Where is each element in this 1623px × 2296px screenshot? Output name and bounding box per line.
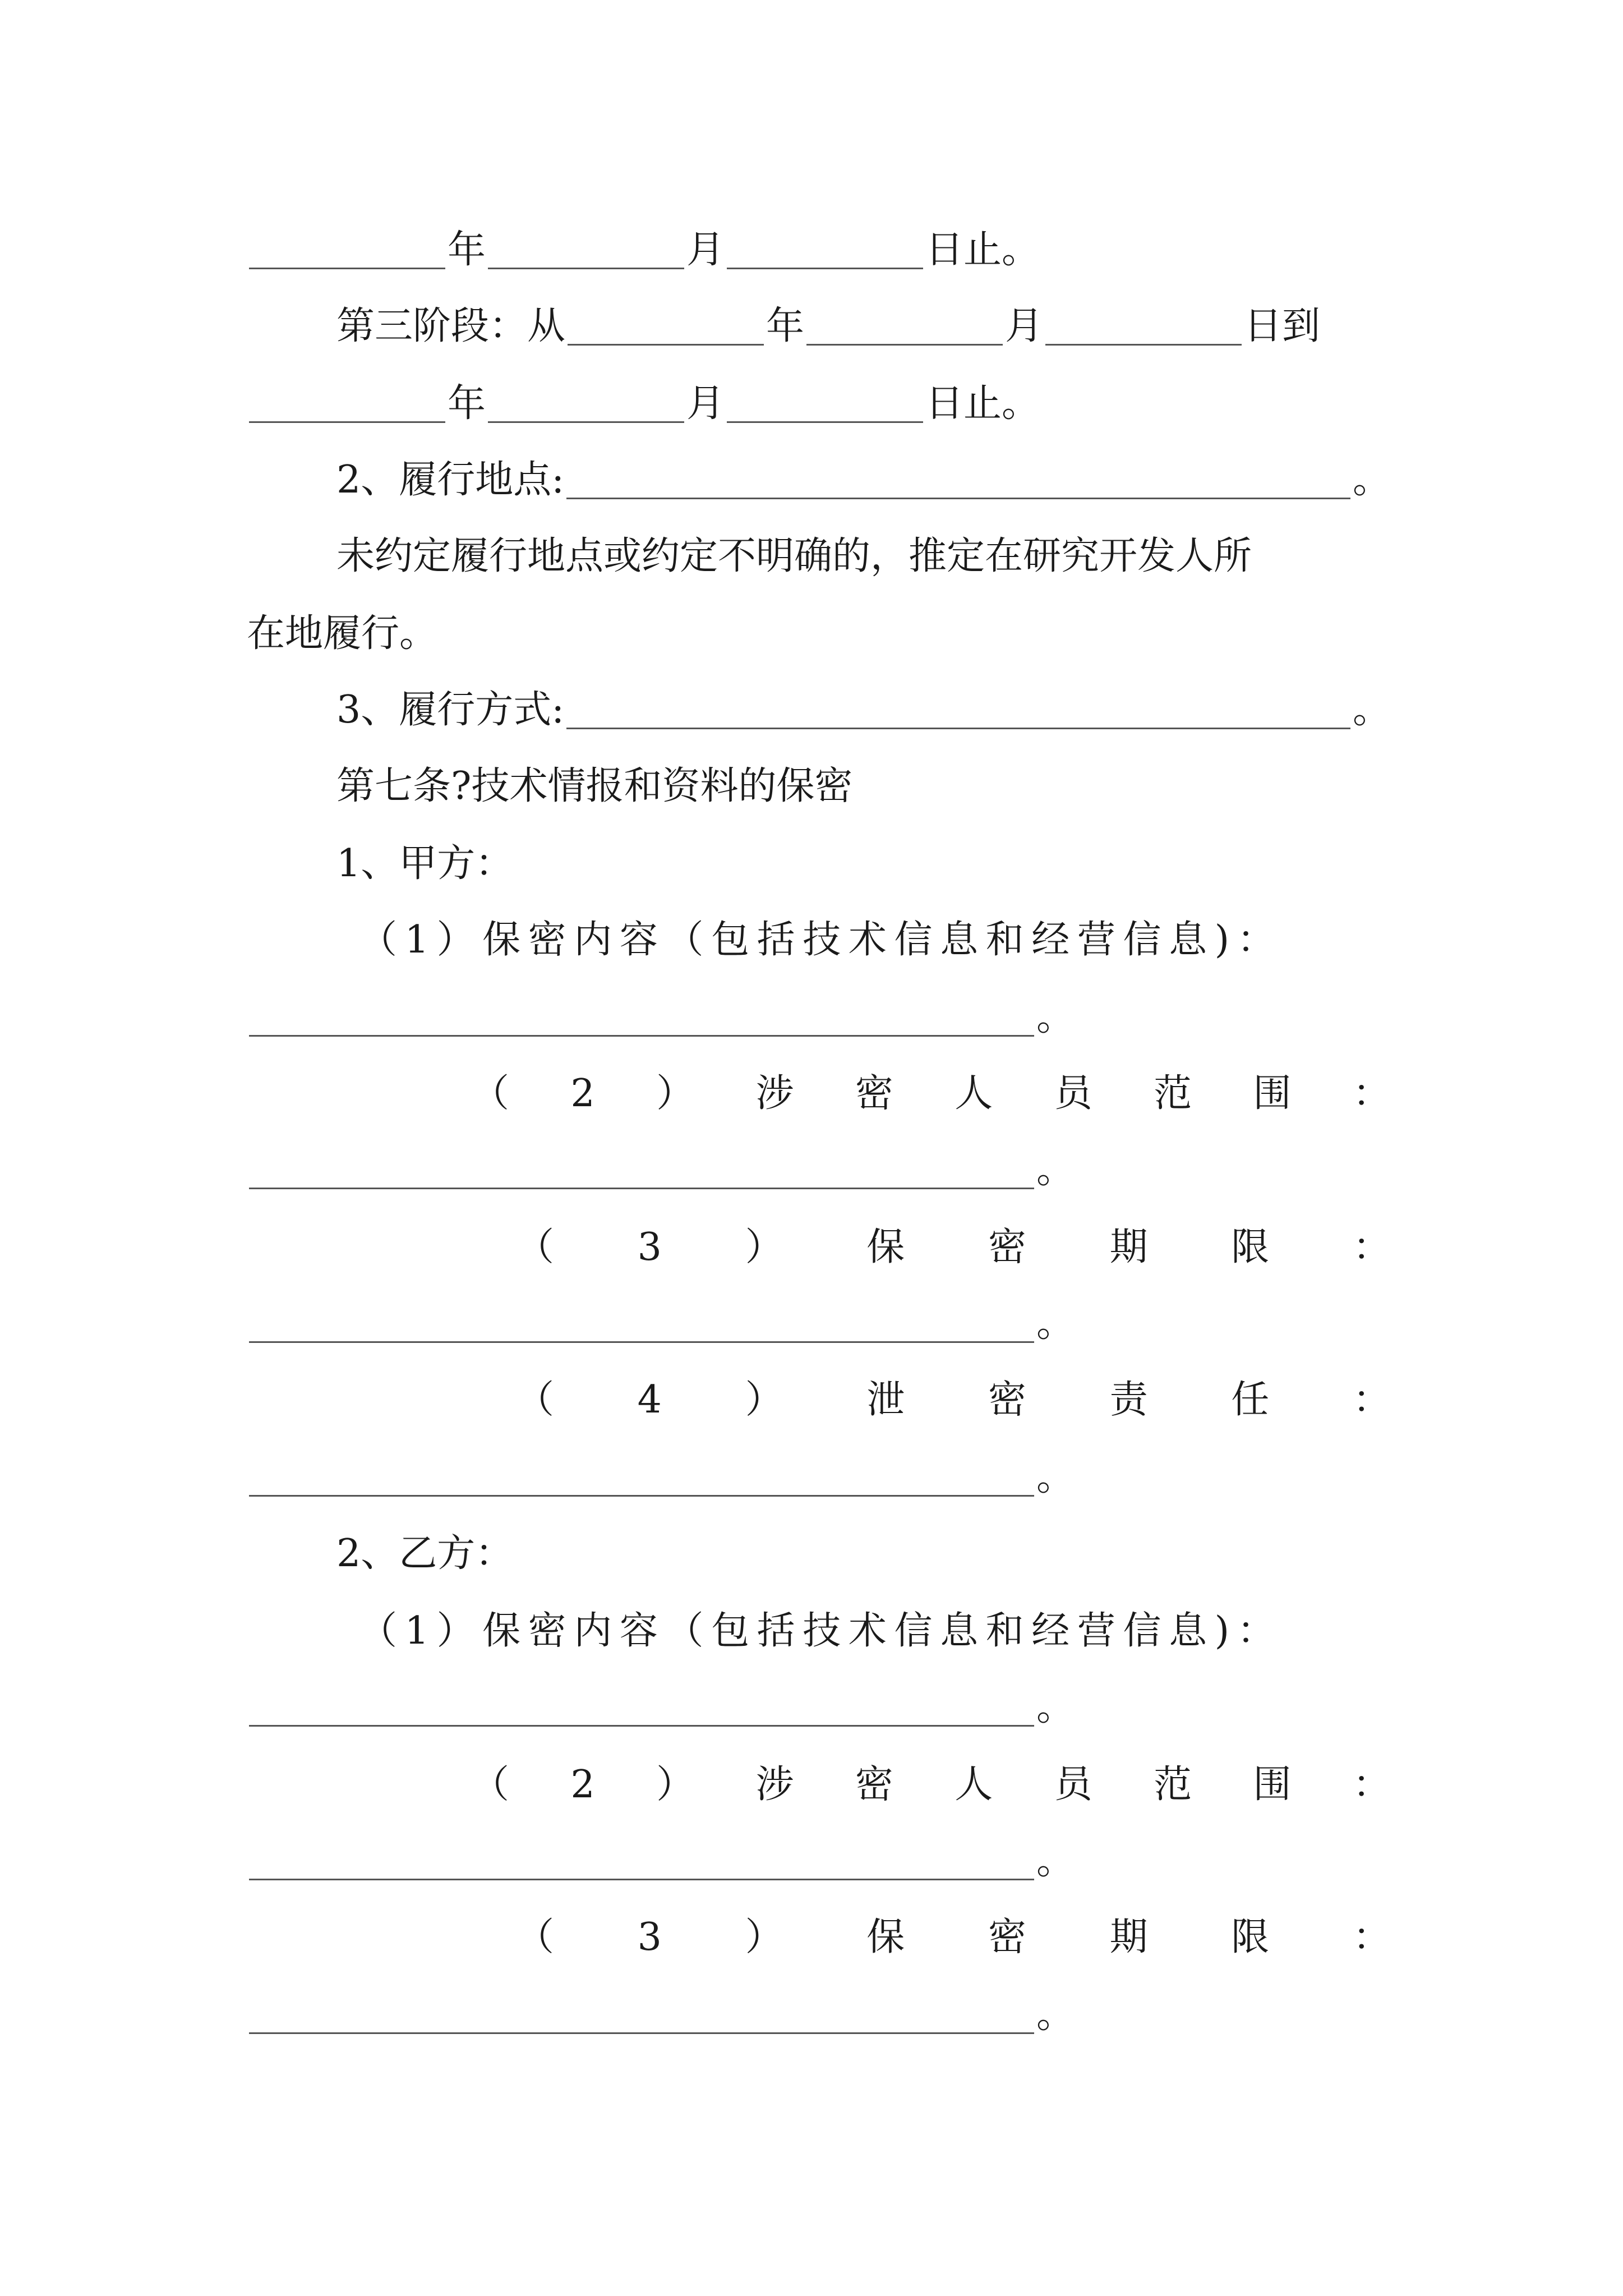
char: 密 (855, 1763, 893, 1807)
char: ） (656, 1071, 695, 1116)
b-term-blank-line (247, 1967, 1391, 2037)
char: 密 (988, 1915, 1026, 1959)
char: 期 (1109, 1915, 1148, 1959)
a-personnel-label-line (247, 1046, 1391, 1116)
stage2-end-date-line (247, 202, 1391, 272)
period-mark: 。 (1036, 995, 1075, 1039)
char: 围 (1253, 1071, 1292, 1116)
char: 密 (988, 1378, 1026, 1422)
period-mark: 。 (1036, 1993, 1075, 2037)
char: ： (1352, 1378, 1391, 1422)
period-mark: 。 (1036, 1839, 1075, 1883)
period-mark: 。 (1036, 1301, 1075, 1346)
char: ） (656, 1763, 695, 1807)
content-label: （1）保密内容（包括技术信息和经营信息)： (359, 918, 1283, 962)
personnel-blank[interactable] (249, 1843, 1034, 1880)
a-content-blank-line (247, 969, 1391, 1037)
a-term-label-line (247, 1199, 1391, 1267)
period-mark: 。 (1036, 1685, 1075, 1729)
char: 密 (855, 1071, 893, 1116)
a-liability-blank-line (247, 1429, 1391, 1497)
day-blank[interactable] (727, 232, 923, 269)
char: ） (745, 1378, 783, 1422)
char: ： (1352, 1763, 1391, 1807)
a-personnel-blank-line (247, 1122, 1391, 1192)
char: 任 (1231, 1378, 1270, 1422)
char: 限 (1231, 1915, 1270, 1959)
a-liability-label-line (247, 1352, 1391, 1422)
article7-title (247, 738, 1391, 806)
performance-place-line (247, 432, 1391, 502)
term-blank[interactable] (249, 1305, 1034, 1343)
char: 范 (1154, 1763, 1192, 1807)
b-content-blank-line (247, 1659, 1391, 1727)
period-mark: 。 (1352, 688, 1391, 732)
char: 涉 (755, 1763, 794, 1807)
month-blank[interactable] (488, 385, 684, 423)
month-label: 月 (1005, 304, 1044, 348)
day-blank[interactable] (1045, 308, 1242, 346)
default-place-text-2 (247, 586, 1391, 656)
content-blank[interactable] (249, 999, 1034, 1037)
period-mark: 。 (1036, 1455, 1075, 1499)
paragraph-text: 未约定履行地点或约定不明确的，推定在研究开发人所 (336, 534, 1252, 578)
char: （ (516, 1225, 555, 1269)
char: 3 (637, 1915, 662, 1959)
char: ： (1352, 1071, 1391, 1116)
content-blank[interactable] (249, 1689, 1034, 1727)
year-blank[interactable] (249, 385, 445, 423)
a-term-blank-line (247, 1276, 1391, 1346)
day-end-label: 日止。 (925, 381, 1040, 426)
place-blank[interactable] (566, 462, 1350, 499)
char: 责 (1109, 1378, 1148, 1422)
day-blank[interactable] (727, 385, 923, 423)
period-mark: 。 (1352, 458, 1391, 502)
year-blank[interactable] (249, 232, 445, 269)
day-end-label: 日止。 (925, 228, 1040, 272)
b-term-label-line (247, 1889, 1391, 1957)
char: 4 (637, 1378, 662, 1422)
stage3-label: 第三阶段：从 (336, 304, 566, 348)
char: 员 (1054, 1763, 1092, 1807)
char: （ (471, 1071, 510, 1116)
char: 密 (988, 1225, 1026, 1269)
char: 员 (1054, 1071, 1092, 1116)
char: （ (516, 1915, 555, 1959)
month-label: 月 (686, 381, 725, 426)
performance-method-line (247, 662, 1391, 732)
b-personnel-blank-line (247, 1813, 1391, 1883)
party-b-label (247, 1506, 1391, 1576)
b-personnel-label-line (247, 1737, 1391, 1807)
term-blank[interactable] (249, 1996, 1034, 2034)
char: （ (516, 1378, 555, 1422)
party-label: 1、甲方： (336, 841, 514, 886)
method-label: 3、履行方式: (336, 688, 565, 732)
month-label: 月 (686, 228, 725, 272)
char: （ (471, 1763, 510, 1807)
content-label: （1）保密内容（包括技术信息和经营信息)： (359, 1609, 1283, 1653)
char: 2 (570, 1763, 595, 1807)
char: 范 (1154, 1071, 1192, 1116)
month-blank[interactable] (806, 308, 1003, 346)
char: 泄 (866, 1378, 905, 1422)
a-content-label-line (247, 892, 1391, 962)
char: 涉 (755, 1071, 794, 1116)
year-label: 年 (448, 381, 486, 426)
default-place-text-1 (247, 508, 1391, 576)
char: 限 (1231, 1225, 1270, 1269)
party-a-label (247, 816, 1391, 886)
heading-text: 第七条?技术情报和资料的保密 (336, 764, 853, 808)
char: 人 (955, 1763, 993, 1807)
personnel-blank[interactable] (249, 1152, 1034, 1189)
party-label: 2、乙方： (336, 1531, 514, 1576)
month-blank[interactable] (488, 232, 684, 269)
char: 保 (866, 1225, 905, 1269)
method-blank[interactable] (566, 692, 1350, 729)
char: 2 (570, 1071, 595, 1116)
year-label: 年 (766, 304, 805, 348)
char: ： (1352, 1225, 1391, 1269)
char: 期 (1109, 1225, 1148, 1269)
char: 围 (1253, 1763, 1292, 1807)
b-content-label-line (247, 1583, 1391, 1653)
char: 人 (955, 1071, 993, 1116)
period-mark: 。 (1036, 1148, 1075, 1192)
char: 3 (637, 1225, 662, 1269)
day-to-label: 日到 (1244, 304, 1321, 348)
stage3-end-date-line (247, 356, 1391, 426)
char: ： (1352, 1915, 1391, 1959)
year-label: 年 (448, 228, 486, 272)
stage3-start-line (247, 278, 1391, 346)
char: 保 (866, 1915, 905, 1959)
liability-blank[interactable] (249, 1459, 1034, 1497)
char: ） (745, 1225, 783, 1269)
place-label: 2、履行地点: (336, 458, 565, 502)
paragraph-text: 在地履行。 (247, 611, 438, 656)
char: ） (745, 1915, 783, 1959)
year-blank[interactable] (568, 308, 764, 346)
